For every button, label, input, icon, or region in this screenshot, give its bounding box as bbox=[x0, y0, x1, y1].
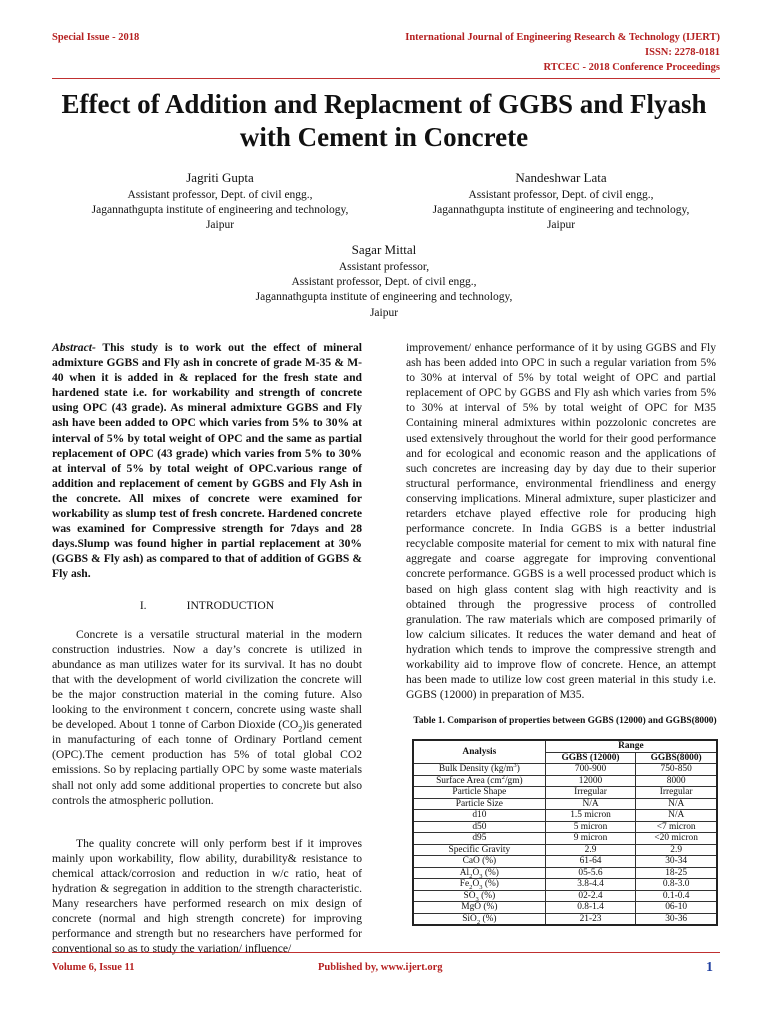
intro-paragraph-continued: improvement/ enhance performance of it by using GGBS and Fly ash has been added into OPC in such a regular variation from 5% to 30% at interval of 5% by total weight of OPC and partial replacement of OPC by GGBS and Fly ash which varies from 5% to 30% at interval of 5% by total weight of OPC for M35 Containing mineral admixtures within pozzolonic concretes are used extensively throughout the world for their good performance and for ecological and economic reason and the applications of such concretes are increasing day by day due to their superior structural performance, environmental friendliness and energy conserving implications. Mineral admixture, super plasticizer and retarders etchave played effective role for producing high performance concrete. In India GGBS is a better industrial recyclable composite material for cement to mix with natural fine aggregate and coarse aggregate for improving conventional concrete performance. GGBS is a well processed product which is based on high glass content slag with high reactivity and is obtained through the progressive process of controlled granulation. The raw materials which are composed primarily of low calcium silicates. It reduces the water demand and heat of hydration which tends to improve the compressive strength and workability aid to improve flow of concrete. Hence, an attempt has been made to utilize low cost green material in this study i.e. GGBS (12000) in preparation of M35. bbox=[406, 341, 716, 702]
table-row bbox=[413, 764, 717, 776]
table-header-analysis: Analysis bbox=[413, 740, 545, 764]
table-cell-ggbs-12000: 1.5 micron bbox=[545, 810, 636, 822]
section-title: INTRODUCTION bbox=[186, 598, 275, 612]
left-column bbox=[52, 340, 362, 956]
table-header-ggbs-12000: GGBS (12000) bbox=[545, 752, 636, 764]
table-cell-ggbs-8000: 0.1-0.4 bbox=[636, 890, 717, 902]
header-issn: ISSN: 2278-0181 bbox=[645, 47, 720, 58]
paper-title: Effect of Addition and Replacment of GGBS and Flyash with Cement in Concrete bbox=[61, 89, 707, 152]
author-name: Nandeshwar Lata bbox=[515, 170, 607, 185]
author-institute: Jagannathgupta institute of engineering and technology, bbox=[255, 291, 513, 304]
table-row bbox=[413, 821, 717, 833]
table-cell-ggbs-8000: 30-34 bbox=[636, 856, 717, 868]
property-text-part: CaO (%) bbox=[462, 856, 497, 866]
table-cell-property bbox=[413, 798, 545, 810]
author-city: Jaipur bbox=[546, 219, 576, 232]
table-body bbox=[413, 761, 717, 926]
property-text-part: 3 bbox=[475, 895, 479, 903]
property-text-part: d95 bbox=[472, 833, 487, 843]
page-number: 1 bbox=[706, 960, 713, 975]
property-text-part: 2 bbox=[501, 773, 505, 781]
author-city: Jaipur bbox=[369, 306, 399, 319]
property-text-part: Bulk Density (kg/m bbox=[438, 764, 514, 774]
author-city: Jaipur bbox=[205, 219, 235, 232]
table-cell-ggbs-12000: 02-2.4 bbox=[545, 890, 636, 902]
property-text-part: 3 bbox=[513, 761, 517, 769]
table-cell-ggbs-12000: 0.8-1.4 bbox=[545, 902, 636, 914]
property-text-part: 2 bbox=[476, 918, 481, 926]
table-cell-property bbox=[413, 810, 545, 822]
table-cell-ggbs-8000: <20 micron bbox=[636, 833, 717, 845]
table-cell-ggbs-12000: 700-900 bbox=[545, 764, 636, 776]
table-row bbox=[413, 798, 717, 810]
property-text-part: Al bbox=[459, 867, 470, 878]
right-column bbox=[406, 340, 716, 702]
table-cell-property bbox=[413, 844, 545, 856]
table-cell-property bbox=[413, 902, 545, 914]
table-row bbox=[413, 902, 717, 914]
footer-rule bbox=[52, 952, 720, 953]
author-role: Assistant professor, Dept. of civil engg., bbox=[291, 276, 477, 289]
property-text-part: SiO bbox=[462, 913, 477, 924]
property-text-part: O bbox=[472, 879, 480, 889]
author-block-1 bbox=[70, 168, 370, 234]
property-text-part: 3 bbox=[479, 883, 483, 891]
table-cell-ggbs-8000: 8000 bbox=[636, 775, 717, 787]
table-row bbox=[413, 879, 717, 891]
author-role: Assistant professor, Dept. of civil engg., bbox=[127, 189, 313, 201]
table-cell-property bbox=[413, 833, 545, 845]
table-row bbox=[413, 856, 717, 868]
table-cell-ggbs-12000: 05-5.6 bbox=[545, 867, 636, 879]
author-institute: Jagannathgupta institute of engineering and technology, bbox=[91, 204, 349, 217]
section-heading-introduction bbox=[52, 598, 362, 613]
author-role: Assistant professor, Dept. of civil engg., bbox=[468, 189, 654, 201]
table-cell-property bbox=[413, 821, 545, 833]
table-header-ggbs-8000: GGBS(8000) bbox=[636, 752, 717, 764]
intro-p1-text-cont: )is generated in manufacturing of each tonne of Ordinary Portland cement (OPC).The cement production has 5% of total global CO2 emissions. So by replacing partially OPC by some waste materials shall not only add some additional properties to concrete but also controls the atmospheric pollution. bbox=[52, 718, 362, 807]
property-text-part: Fe bbox=[459, 879, 470, 889]
property-text-part: Particle Size bbox=[455, 798, 503, 809]
property-text-part: 2 bbox=[469, 883, 473, 891]
section-number: I. bbox=[139, 598, 147, 612]
table-cell-ggbs-12000: N/A bbox=[545, 798, 636, 810]
table-header-range: Range bbox=[545, 740, 717, 752]
table-caption: Table 1. Comparison of properties between GGBS (12000) and GGBS(8000) bbox=[413, 716, 717, 726]
table-row bbox=[413, 844, 717, 856]
table-row bbox=[413, 890, 717, 902]
property-text-part: Specific Gravity bbox=[448, 844, 511, 855]
table-cell-ggbs-8000: 0.8-3.0 bbox=[636, 879, 717, 891]
table-cell-ggbs-8000: N/A bbox=[636, 810, 717, 822]
co2-subscript: 2 bbox=[298, 724, 303, 734]
table-cell-ggbs-8000: 750-850 bbox=[636, 764, 717, 776]
table-cell-ggbs-12000: 5 micron bbox=[545, 821, 636, 833]
property-text-part: 2 bbox=[469, 872, 473, 880]
author-block-3 bbox=[200, 240, 568, 321]
abstract-label: Abstract- bbox=[52, 341, 96, 354]
property-text-part: (%) bbox=[482, 879, 499, 889]
table-cell-ggbs-12000: 9 micron bbox=[545, 833, 636, 845]
property-text-part: d50 bbox=[472, 821, 487, 832]
table-cell-ggbs-12000: 2.9 bbox=[545, 844, 636, 856]
header-journal: International Journal of Engineering Research & Technology (IJERT) bbox=[405, 32, 720, 43]
property-text-part: O bbox=[472, 867, 480, 878]
table-cell-property bbox=[413, 775, 545, 787]
table-cell-property bbox=[413, 856, 545, 868]
table-row bbox=[413, 787, 717, 799]
table-cell-ggbs-8000: N/A bbox=[636, 798, 717, 810]
header-special-issue: Special Issue - 2018 bbox=[52, 32, 140, 43]
property-text-part: Particle Shape bbox=[452, 787, 507, 797]
property-text-part: MgO (%) bbox=[461, 902, 498, 912]
author-name: Jagriti Gupta bbox=[186, 170, 254, 185]
header-proceedings: RTCEC - 2018 Conference Proceedings bbox=[543, 62, 720, 73]
author-role: Assistant professor, bbox=[338, 261, 430, 273]
properties-table bbox=[412, 739, 718, 926]
abstract bbox=[52, 340, 362, 582]
table-cell-ggbs-12000: Irregular bbox=[545, 787, 636, 799]
intro-paragraph-1 bbox=[52, 627, 362, 808]
table-cell-ggbs-8000: 06-10 bbox=[636, 902, 717, 914]
table-cell-ggbs-8000: 18-25 bbox=[636, 867, 717, 879]
table-cell-ggbs-12000: 21-23 bbox=[545, 913, 636, 925]
table-cell-ggbs-12000: 61-64 bbox=[545, 856, 636, 868]
table-cell-ggbs-12000: 3.8-4.4 bbox=[545, 879, 636, 891]
abstract-text: This study is to work out the effect of mineral admixture GGBS and Fly ash in concrete of grade M-35 & M-40 when it is added in & replaced for the fresh state and hardened state i.e. for workability and strength of concrete using OPC (43 grade). As mineral admixture GGBS and Fly ash have been added to OPC which varies from 5% to 30% at interval of 5% by total weight of OPC and the same as partial replacement of OPC (43 grade) which varies from 5% to 30% at interval of 5% by total weight of OPC.various range of addition and replacement of cement by GGBS and Fly Ash in the concrete. All mixes of concrete were examined for workability as slump test of fresh concrete. Hardened concrete was examined for Compressive strength for 7days and 28 days.Slump was found higher in partial replacement at 30% (GGBS & Fly ash) as compared to that of addition of GGBS & Fly ash. bbox=[52, 341, 362, 581]
property-text-part: SO bbox=[463, 890, 476, 901]
author-institute: Jagannathgupta institute of engineering and technology, bbox=[432, 204, 690, 217]
table-row bbox=[413, 913, 717, 925]
property-text-part: /gm) bbox=[504, 775, 523, 786]
property-text-part: 3 bbox=[479, 872, 483, 880]
intro-p1-text: Concrete is a versatile structural material in the modern construction industries. Now a day’s concrete is utilized in abundance as man utilizes water for its survival. It has no doubt that with the development of world civilization the concrete will be the major construction material in the coming future. Also looking to the environment t concern, concrete using waste shall be developed. About 1 tonne of Carbon Dioxide (CO bbox=[52, 627, 362, 732]
table-cell-property bbox=[413, 761, 545, 776]
footer-publisher: Published by, www.ijert.org bbox=[318, 962, 443, 973]
table-cell-ggbs-8000: <7 micron bbox=[636, 821, 717, 833]
table-row bbox=[413, 867, 717, 879]
header-rule bbox=[52, 78, 720, 79]
table-cell-property bbox=[413, 879, 545, 891]
table-row bbox=[413, 775, 717, 787]
property-text-part: (%) bbox=[478, 890, 496, 901]
property-text-part: Surface Area (cm bbox=[436, 775, 502, 786]
table-cell-ggbs-12000: 12000 bbox=[545, 775, 636, 787]
property-text-part: (%) bbox=[480, 913, 497, 924]
property-text-part: ) bbox=[516, 764, 520, 774]
table-cell-property bbox=[413, 867, 545, 879]
intro-paragraph-2: The quality concrete will only perform best if it improves mainly upon workability, flow ability, durability& resistance to chemical attack/corrosion and reduction in w/c ratio, heat of hydration & segregation in addition to the strength characteristic. Many researchers have performed research on mix design of concrete (normal and high strength concrete) for improving performance and strength but no researchers have performed for conventional so as to study the variation/ influence/ bbox=[52, 836, 362, 956]
table-cell-ggbs-8000: 2.9 bbox=[636, 844, 717, 856]
author-name: Sagar Mittal bbox=[351, 242, 417, 257]
property-text-part: (%) bbox=[482, 867, 499, 878]
table-cell-ggbs-8000: Irregular bbox=[636, 787, 717, 799]
property-text-part: d10 bbox=[472, 810, 487, 820]
footer-volume: Volume 6, Issue 11 bbox=[52, 962, 135, 973]
table-cell-property bbox=[413, 787, 545, 799]
author-block-2 bbox=[400, 168, 722, 234]
table-row bbox=[413, 810, 717, 822]
table-cell-property bbox=[413, 890, 545, 902]
table-cell-ggbs-8000: 30-36 bbox=[636, 913, 717, 925]
table-row bbox=[413, 833, 717, 845]
table-cell-property bbox=[413, 913, 545, 925]
